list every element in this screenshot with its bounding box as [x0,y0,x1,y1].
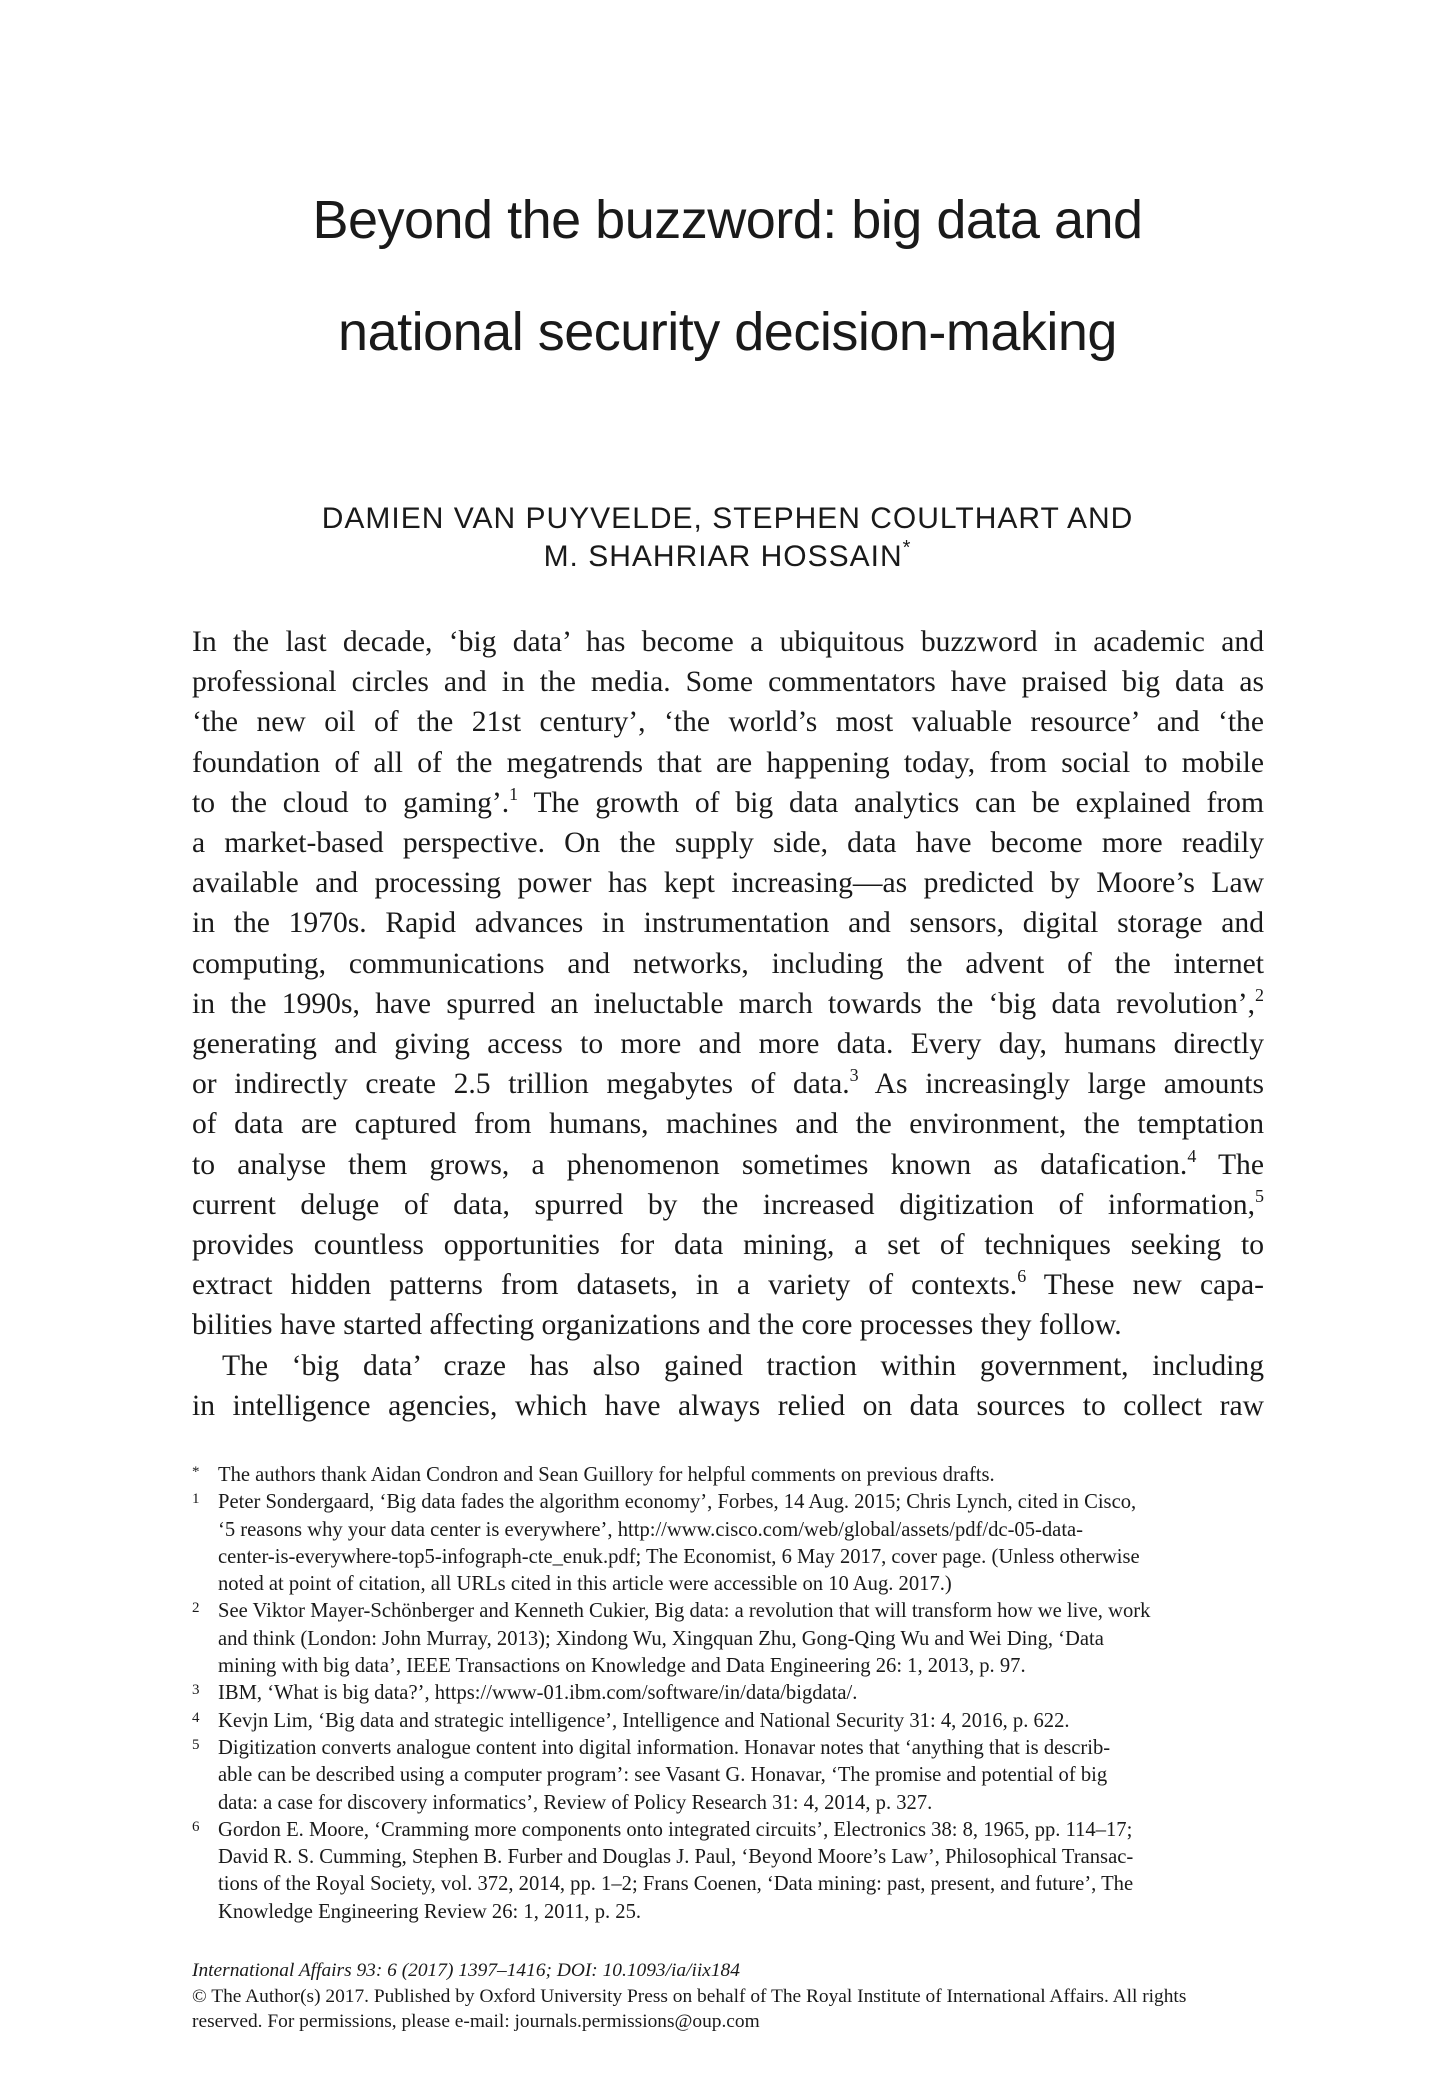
footnote-mark: 3 [192,1682,200,1699]
article-title-line-2: national security decision-making [338,302,1117,362]
footnote [192,1817,1264,1926]
body-text-run: in the 1990s, have spurred an ineluctable march towards the ‘big data revolution’, [192,987,1255,1020]
footnote-ref-5: 5 [1255,1185,1264,1206]
body-text-run: current deluge of data, spurred by the increased digitization of information, [192,1188,1255,1221]
body-text-run: These new capa- [1043,1269,1264,1302]
footnote-line: data: a case for discovery informatics’, Review of Policy Research 31: 4, 2014, p. 327. [218,1791,933,1814]
footnote-line: Digitization converts analogue content into digital information. Honavar notes that ‘anything that is describ- [218,1736,1111,1759]
author-name-hossain: M. SHAHRIAR HOSSAIN [543,540,903,573]
footnote-ref-1: 1 [509,783,519,804]
body-text-run: to analyse them grows, a phenomenon sometimes known as datafication. [192,1148,1188,1181]
footnote [192,1735,1264,1817]
footnote-ref-3: 3 [849,1065,859,1086]
author-line-2 [0,538,1455,576]
author-line-1: DAMIEN VAN PUYVELDE, STEPHEN COULTHART AND [321,502,1134,535]
body-line: computing, communications and networks, including the advent of the internet [192,947,1264,980]
body-line [192,1265,1264,1305]
article-title-line-1: Beyond the buzzword: big data and [312,190,1143,250]
footnote-line: tions of the Royal Society, vol. 372, 2014, pp. 1–2; Frans Coenen, ‘Data mining: past, present, and future’, The [218,1873,1134,1896]
footnote-mark: * [192,1464,200,1480]
journal-citation: International Affairs 93: 6 (2017) 1397–1416; DOI: 10.1093/ia/iix184 [192,1960,740,1981]
footnote [192,1708,1264,1735]
footnote-line: ‘5 reasons why your data center is everywhere’, http://www.cisco.com/web/global/assets/pdf/dc-05-data- [218,1518,1084,1541]
footnote-ref-6: 6 [1017,1266,1027,1287]
body-line: provides countless opportunities for data mining, a set of techniques seeking to [192,1229,1264,1262]
body-line: bilities have started affecting organizations and the core processes they follow. [192,1309,1122,1342]
body-text-run: The growth of big data analytics can be explained from [533,786,1264,819]
body-line: available and processing power has kept increasing—as predicted by Moore’s Law [192,867,1264,900]
body-line: generating and giving access to more and more data. Every day, humans directly [192,1028,1264,1061]
footnote-ref-4: 4 [1187,1145,1197,1166]
footnote [192,1462,1264,1489]
footnote-line: Peter Sondergaard, ‘Big data fades the algorithm economy’, Forbes, 14 Aug. 2015; Chris Lynch, cited in Cisco, [218,1491,1137,1514]
author-list [0,500,1455,576]
footnote-line: center-is-everywhere-top5-infograph-cte_enuk.pdf; The Economist, 6 May 2017, cover page. (Unless otherwise [218,1545,1140,1568]
footnote-mark: 1 [192,1491,200,1508]
body-line: of data are captured from humans, machines and the environment, the temptation [192,1108,1264,1141]
footnote [192,1489,1264,1598]
footnote-line: and think (London: John Murray, 2013); Xindong Wu, Xingquan Zhu, Gong-Qing Wu and Wei Ding, ‘Data [218,1627,1104,1650]
footnote-ref-2: 2 [1255,984,1264,1005]
body-line [192,1064,1264,1104]
footnote-line: David R. S. Cumming, Stephen B. Furber and Douglas J. Paul, ‘Beyond Moore’s Law’, Philosophical Transac- [218,1846,1134,1869]
body-text-run: to the cloud to gaming’. [192,786,510,819]
footnote-line: Knowledge Engineering Review 26: 1, 2011, p. 25. [218,1900,642,1923]
footnote-mark: 5 [192,1736,200,1753]
footnote-line: noted at point of citation, all URLs cited in this article were accessible on 10 Aug. 2017.) [218,1573,952,1596]
body-line: foundation of all of the megatrends that are happening today, from social to mobile [192,746,1264,779]
body-line [192,783,1264,823]
body-text-run: As increasingly large amounts [874,1068,1264,1101]
footnote-line: IBM, ‘What is big data?’, https://www-01.ibm.com/software/in/data/bigdata/. [218,1682,858,1705]
author-footnote-marker: * [902,537,912,559]
footnote-line: able can be described using a computer program’: see Vasant G. Honavar, ‘The promise and potential of big [218,1764,1108,1787]
body-line: in intelligence agencies, which have always relied on data sources to collect raw [192,1389,1264,1422]
footnote [192,1598,1264,1680]
body-text-run: The [1217,1148,1264,1181]
article-title [0,164,1455,388]
footnotes [192,1462,1264,1926]
footnote-mark: 4 [192,1709,200,1726]
body-line: In the last decade, ‘big data’ has become a ubiquitous buzzword in academic and [192,626,1264,658]
footnote-line: See Viktor Mayer-Schönberger and Kenneth Cukier, Big data: a revolution that will transform how we live, work [218,1600,1151,1623]
body-line: a market-based perspective. On the supply side, data have become more readily [192,827,1264,860]
body-text [192,622,1264,1426]
body-text-run: or indirectly create 2.5 trillion megabytes of data. [192,1068,850,1101]
footnote [192,1680,1264,1707]
journal-footer [192,1958,1264,2035]
body-line: in the 1970s. Rapid advances in instrumentation and sensors, digital storage and [192,907,1264,940]
footnote-line: Gordon E. Moore, ‘Cramming more components onto integrated circuits’, Electronics 38: 8, 1965, pp. 114–17; [218,1818,1133,1841]
footnote-mark: 2 [192,1600,200,1617]
footnote-line: mining with big data’, IEEE Transactions on Knowledge and Data Engineering 26: 1, 2013, p. 97. [218,1655,1026,1678]
copyright-line: reserved. For permissions, please e-mail: journals.permissions@oup.com [192,2011,760,2032]
body-line: ‘the new oil of the 21st century’, ‘the world’s most valuable resource’ and ‘the [192,706,1264,739]
body-line [192,1185,1264,1225]
body-line [192,984,1264,1024]
footnote-line: Kevjn Lim, ‘Big data and strategic intelligence’, Intelligence and National Security 31: 4, 2016, p. 622. [218,1709,1070,1732]
body-line: The ‘big data’ craze has also gained traction within government, including [222,1349,1264,1382]
body-line [192,1145,1264,1185]
copyright-line: © The Author(s) 2017. Published by Oxford University Press on behalf of The Royal Institute of International Affairs. All rights [192,1985,1187,2007]
footnote-line: The authors thank Aidan Condron and Sean Guillory for helpful comments on previous drafts. [218,1464,995,1486]
body-line: professional circles and in the media. Some commentators have praised big data as [192,666,1264,699]
footnote-mark: 6 [192,1818,200,1835]
body-text-run: extract hidden patterns from datasets, in a variety of contexts. [192,1269,1018,1302]
